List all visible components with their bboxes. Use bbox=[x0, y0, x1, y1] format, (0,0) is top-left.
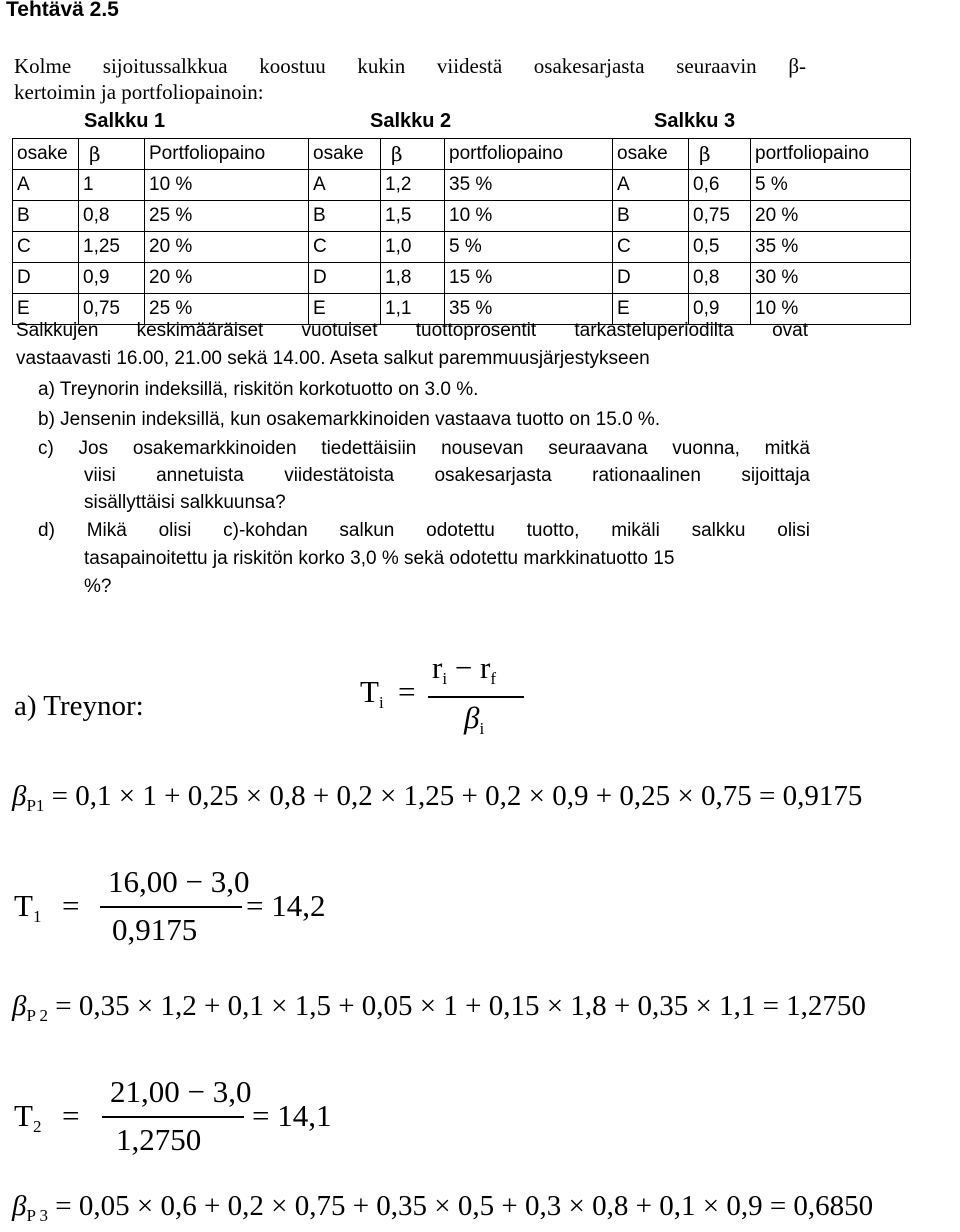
table-cell: 20 % bbox=[751, 201, 911, 232]
table-cell: 15 % bbox=[445, 263, 613, 294]
table-cell: C bbox=[309, 232, 381, 263]
beta-p2-expression: = 0,35 × 1,2 + 0,1 × 1,5 + 0,05 × 1 + 0,15 × 1,8 + 0,35 × 1,1 = 1,2750 bbox=[55, 990, 866, 1022]
table-cell: 0,9 bbox=[79, 263, 145, 294]
formula-lhs-subscript: i bbox=[378, 693, 384, 712]
formula-lhs: T bbox=[360, 674, 379, 709]
table-cell: 1,0 bbox=[381, 232, 445, 263]
t2-lhs: T bbox=[14, 1098, 33, 1133]
table-cell: 35 % bbox=[445, 170, 613, 201]
beta-p3-equation bbox=[12, 1190, 873, 1226]
column-header: osake bbox=[309, 139, 381, 170]
table-cell: 1,2 bbox=[381, 170, 445, 201]
table-cell: 35 % bbox=[445, 294, 613, 325]
table-cell: 0,75 bbox=[79, 294, 145, 325]
formula-equals: = bbox=[398, 674, 416, 709]
question-d-line-2: tasapainoitettu ja riskitön korko 3,0 % sekä odotettu markkinatuotto 15 bbox=[84, 548, 675, 569]
table-cell: 0,8 bbox=[79, 201, 145, 232]
column-header: portfoliopaino bbox=[751, 139, 911, 170]
column-header: β bbox=[381, 139, 445, 170]
table-cell: A bbox=[13, 170, 79, 201]
table-cell: 0,8 bbox=[689, 263, 751, 294]
intro-line-1: Kolme sijoitussalkkua koostuu kukin viidestä osakesarjasta seuraavin β- bbox=[14, 54, 806, 78]
table-cell: 10 % bbox=[445, 201, 613, 232]
table-cell: B bbox=[613, 201, 689, 232]
table-cell: 0,75 bbox=[689, 201, 751, 232]
question-c-line-2: viisi annetuista viidestätoista osakesarjasta rationaalinen sijoittaja bbox=[84, 465, 810, 486]
table-cell: D bbox=[613, 263, 689, 294]
beta-p1-expression: = 0,1 × 1 + 0,25 × 0,8 + 0,2 × 1,25 + 0,2 × 0,9 + 0,25 × 0,75 = 0,9175 bbox=[51, 780, 863, 812]
table-cell: 10 % bbox=[145, 170, 309, 201]
t1-numerator: 16,00 − 3,0 bbox=[108, 864, 250, 899]
beta-symbol: β bbox=[12, 780, 27, 812]
t2-subscript: 2 bbox=[32, 1117, 42, 1136]
table-cell: 35 % bbox=[751, 232, 911, 263]
table-cell: C bbox=[613, 232, 689, 263]
table-cell: 1,25 bbox=[79, 232, 145, 263]
table-cell: 0,9 bbox=[689, 294, 751, 325]
formula-numerator-sub-i: i bbox=[442, 669, 448, 688]
table-cell: 1,1 bbox=[381, 294, 445, 325]
beta-symbol: β bbox=[12, 1190, 27, 1222]
table-cell: 5 % bbox=[751, 170, 911, 201]
table-cell: E bbox=[309, 294, 381, 325]
t2-equals: = bbox=[62, 1098, 80, 1133]
beta-symbol: β bbox=[12, 990, 27, 1022]
t1-subscript: 1 bbox=[32, 907, 42, 926]
portfolio-1-header: Salkku 1 bbox=[84, 110, 166, 132]
table-cell: 0,6 bbox=[689, 170, 751, 201]
table-cell: A bbox=[613, 170, 689, 201]
table-cell: 20 % bbox=[145, 263, 309, 294]
table-cell: 0,5 bbox=[689, 232, 751, 263]
beta-p1-equation bbox=[12, 780, 862, 816]
table-cell: D bbox=[309, 263, 381, 294]
exercise-title: Tehtävä 2.5 bbox=[6, 0, 119, 21]
beta-p2-equation bbox=[12, 990, 866, 1026]
question-c-line-1: c) Jos osakemarkkinoiden tiedettäisiin nousevan seuraavana vuonna, mitkä bbox=[38, 438, 810, 459]
t2-fraction-bar bbox=[102, 1116, 244, 1118]
table-cell: E bbox=[613, 294, 689, 325]
formula-numerator-r: r bbox=[432, 650, 443, 685]
formula-denominator-sub: i bbox=[479, 719, 485, 738]
portfolio-3-header: Salkku 3 bbox=[654, 110, 736, 132]
t1-fraction-bar bbox=[100, 906, 242, 908]
table-row bbox=[13, 170, 911, 201]
t1-equals: = bbox=[62, 888, 80, 923]
beta-p2-subscript: P 2 bbox=[26, 1006, 49, 1025]
table-cell: 1 bbox=[79, 170, 145, 201]
table-cell: 25 % bbox=[145, 294, 309, 325]
formula-numerator-r-f: r bbox=[480, 650, 491, 685]
body-line-2: vastaavasti 16.00, 21.00 sekä 14.00. Aseta salkut paremmuusjärjestykseen bbox=[16, 348, 650, 369]
table-cell: D bbox=[13, 263, 79, 294]
formula-numerator-sub-f: f bbox=[490, 669, 497, 688]
table-row bbox=[13, 263, 911, 294]
t2-result: = 14,1 bbox=[252, 1098, 332, 1133]
question-d-line-1: d) Mikä olisi c)-kohdan salkun odotettu tuotto, mikäli salkku olisi bbox=[38, 520, 810, 541]
t2-denominator: 1,2750 bbox=[116, 1122, 202, 1157]
formula-fraction-bar bbox=[428, 696, 524, 698]
column-header: portfoliopaino bbox=[445, 139, 613, 170]
column-header: osake bbox=[613, 139, 689, 170]
t1-denominator: 0,9175 bbox=[112, 912, 198, 947]
portfolio-2-header: Salkku 2 bbox=[370, 110, 452, 132]
formula-minus: − bbox=[454, 650, 473, 685]
table-cell: 1,5 bbox=[381, 201, 445, 232]
table-row bbox=[13, 201, 911, 232]
column-header: β bbox=[79, 139, 145, 170]
table-cell: E bbox=[13, 294, 79, 325]
beta-p3-expression: = 0,05 × 0,6 + 0,2 × 0,75 + 0,35 × 0,5 + 0,3 × 0,8 + 0,1 × 0,9 = 0,6850 bbox=[55, 1190, 874, 1222]
question-a: a) Treynorin indeksillä, riskitön korkotuotto on 3.0 %. bbox=[38, 379, 479, 400]
question-c-line-3: sisällyttäisi salkkuunsa? bbox=[84, 492, 286, 513]
table-cell: 1,8 bbox=[381, 263, 445, 294]
table-cell: B bbox=[13, 201, 79, 232]
column-header: β bbox=[689, 139, 751, 170]
question-b: b) Jensenin indeksillä, kun osakemarkkinoiden vastaava tuotto on 15.0 %. bbox=[38, 409, 661, 430]
t1-result: = 14,2 bbox=[246, 888, 326, 923]
table-cell: 20 % bbox=[145, 232, 309, 263]
beta-p1-subscript: P1 bbox=[26, 796, 45, 815]
table-cell: C bbox=[13, 232, 79, 263]
beta-p3-subscript: P 3 bbox=[26, 1206, 49, 1225]
portfolio-table bbox=[12, 138, 911, 325]
table-row bbox=[13, 232, 911, 263]
formula-denominator-beta: β bbox=[464, 700, 480, 735]
intro-line-2: kertoimin ja portfoliopainoin: bbox=[14, 80, 264, 104]
body-line-1: Salkkujen keskimääräiset vuotuiset tuottoprosentit tarkasteluperiodilta ovat bbox=[16, 320, 808, 341]
table-header-row bbox=[13, 139, 911, 170]
table-cell: 30 % bbox=[751, 263, 911, 294]
table-cell: 5 % bbox=[445, 232, 613, 263]
t2-numerator: 21,00 − 3,0 bbox=[110, 1074, 252, 1109]
t1-lhs: T bbox=[14, 888, 33, 923]
treynor-label: a) Treynor: bbox=[14, 690, 144, 722]
question-d-line-3: %? bbox=[84, 576, 112, 597]
column-header: osake bbox=[13, 139, 79, 170]
table-cell: 10 % bbox=[751, 294, 911, 325]
column-header: Portfoliopaino bbox=[145, 139, 309, 170]
table-cell: A bbox=[309, 170, 381, 201]
table-cell: 25 % bbox=[145, 201, 309, 232]
table-cell: B bbox=[309, 201, 381, 232]
